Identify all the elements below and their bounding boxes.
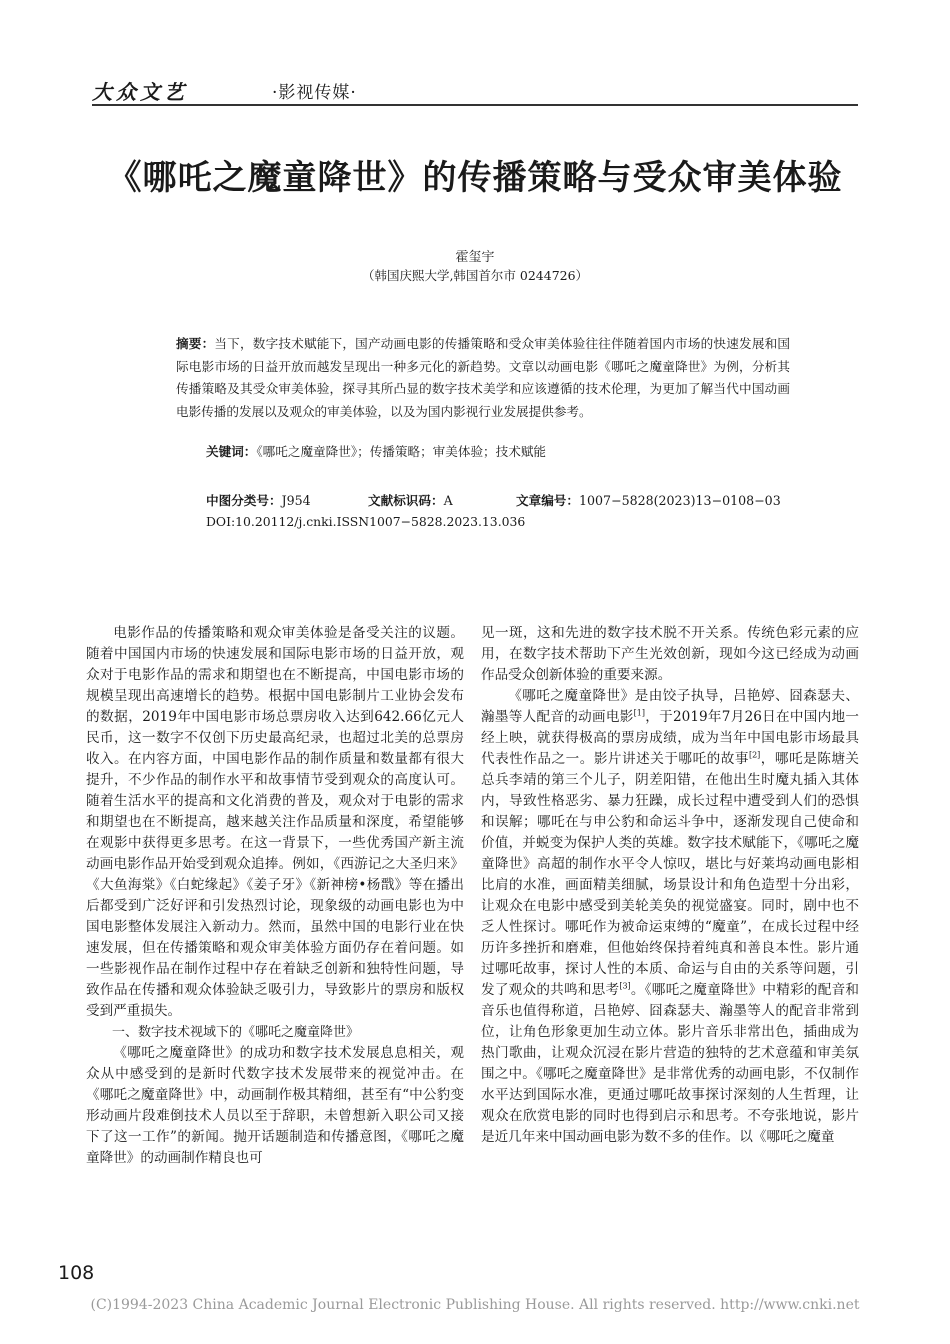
text-run: 。《哪吒之魔童降世》中精彩的配音和音乐也值得称道，吕艳婷、囧森瑟夫、瀚墨等人的配音非常到位，让角色形象更加生动立体。影片音乐非常出色，插曲成为热门歌曲，让观众沉浸在影片营造的独特的艺术意蕴和审美氛围之中。《哪吒之魔童降世》是非常优秀的动画电影，不仅制作水平达到国际水准，更通过哪吒故事探讨深刻的人生哲理，让观众在欣赏电影的同时也得到启示和思考。不夸张地说，影片是近几年来中国动画电影为数不多的佳作。以《哪吒之魔童 [481,982,860,1145]
section-name: ·影视传媒· [272,83,357,103]
author-affiliation: （韩国庆熙大学,韩国首尔市 0244726） [361,268,589,283]
copyright-footer: (C)1994-2023 China Academic Journal Electronic Publishing House. All rights reserved. http://www.cnki.net [90,1297,860,1313]
paragraph: 电影作品的传播策略和观众审美体验是备受关注的议题。随着中国国内市场的快速发展和国际电影市场的日益开放，观众对于电影作品的需求和期望也在不断提高，中国电影市场的规模呈现出高速增长的趋势。根据中国电影制片工业协会发布的数据，2019年中国电影市场总票房收入达到642.66亿元人民币，这一数字不仅创下历史最高纪录，也超过北美的总票房收入。在内容方面，中国电影作品的制作质量和数量都有很大提升，不少作品的制作水平和故事情节受到观众的高度认可。随着生活水平的提高和文化消费的普及，观众对于电影的需求和期望也在不断提高，越来越关注作品质量和深度，希望能够在观影中获得更多思考。在这一背景下，一些优秀国产新主流动画电影作品开始受到观众追捧。例如，《西游记之大圣归来》《大鱼海棠》《白蛇缘起》《姜子牙》《新神榜•杨戬》等在播出后都受到广泛好评和引发热烈讨论，现象级的动画电影也为中国电影整体发展注入新动力。然而，虽然中国的电影行业在快速发展，但在传播策略和观众审美体验方面仍存在着问题。如一些影视作品在制作过程中存在着缺乏创新和独特性问题，导致作品在传播和观众体验缺乏吸引力，导致影片的票房和版权受到严重损失。 [86,625,464,1019]
keywords-label: 关键词： [206,444,257,459]
paragraph: 《哪吒之魔童降世》的成功和数字技术发展息息相关，观众从中感受到的是新时代数字技术发展带来的视觉冲击。在《哪吒之魔童降世》中，动画制作极其精细，甚至有“中公豹变形动画片段难倒技术人员以至于辞职，未曾想新入职公司又接下了这一工作”的新闻。抛开话题制造和传播意图，《哪吒之魔童降世》的动画制作精良也可 [86,1045,464,1166]
section-heading: 一、数字技术视域下的《哪吒之魔童降世》 [112,1025,360,1040]
journal-name: 大众文艺 [92,80,188,104]
citation-ref: [2] [748,750,761,760]
body-column-right [481,623,859,1148]
keywords [206,442,786,462]
article-number-label: 文章编号： [516,493,579,508]
abstract-text: 当下，数字技术赋能下，国产动画电影的传播策略和受众审美体验往往伴随着国内市场的快速发展和国际电影市场的日益开放而越发呈现出一种多元化的新趋势。文章以动画电影《哪吒之魔童降世》为例，分析其传播策略及其受众审美体验，探寻其所凸显的数字技术美学和应该遵循的技术伦理，为更加了解当代中国动画电影传播的发展以及观众的审美体验，以及为国内影视行业发展提供参考。 [176,336,791,419]
text-run: ，于2019年7月26日在中国内地一经上映，就获得极高的票房成绩，成为当年中国电影市场最具代表性作品之一。影片讲述关于哪吒的故事 [481,709,860,767]
keywords-text: 《哪吒之魔童降世》；传播策略；审美体验；技术赋能 [256,444,547,459]
article-number [516,490,781,509]
document-code [368,490,453,509]
clc-number [206,490,311,509]
body-column-left [86,623,464,1169]
doi: DOI:10.20112/j.cnki.ISSN1007−5828.2023.13.036 [206,514,526,529]
citation-ref: [1] [633,708,645,718]
paragraph: 见一斑，这和先进的数字技术脱不开关系。传统色彩元素的应用，在数字技术帮助下产生光效创新，现如今这已经成为动画作品受众创新体验的重要来源。 [481,625,859,683]
article-number-value: 1007−5828(2023)13−0108−03 [578,493,781,508]
abstract-label: 摘要： [176,336,215,351]
header-rule [92,104,858,106]
doc-code-label: 文献标识码： [368,493,444,508]
author-name: 霍玺宇 [455,250,495,265]
citation-ref: [3] [619,981,631,991]
paragraph [481,686,859,1148]
text-run: ，哪吒是陈塘关总兵李靖的第三个儿子，阴差阳错，在他出生时魔丸插入其体内，导致性格恶劣、暴力狂躁，成长过程中遭受到人们的恐惧和误解；哪吒在与申公豹和命运斗争中，逐渐发现自己使命和价值，并蜕变为保护人类的英雄。数字技术赋能下，《哪吒之魔童降世》高超的制作水平令人惊叹，堪比与好莱坞动画电影相比肩的水准，画面精美细腻，场景设计和角色造型十分出彩，让观众在电影中感受到美轮美奂的视觉盛宴。同时，剧中也不乏人性探讨。哪吒作为被命运束缚的“魔童”，在成长过程中经历许多挫折和磨难，但他始终保持着纯真和善良本性。影片通过哪吒故事，探讨人性的本质、命运与自由的关系等问题，引发了观众的共鸣和思考 [481,751,860,998]
article-title: 《哪吒之魔童降世》的传播策略与受众审美体验 [107,158,843,198]
abstract [176,333,790,423]
doc-code-value: A [443,493,453,508]
text-run: 《哪吒之魔童降世》是由饺子执导，吕艳婷、囧森瑟夫、瀚墨等人配音的动画电影 [481,688,859,725]
clc-value: J954 [281,493,311,508]
page-number: 108 [58,1262,95,1284]
clc-label: 中图分类号： [206,493,282,508]
